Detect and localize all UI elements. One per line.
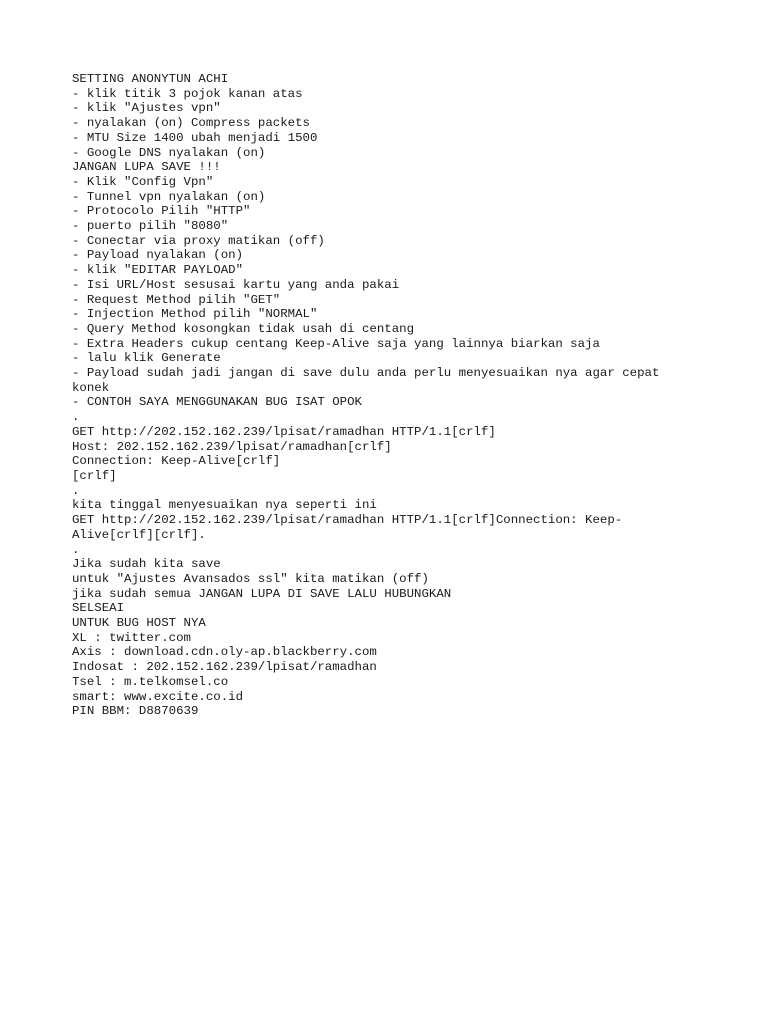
document-line: GET http://202.152.162.239/lpisat/ramadhan HTTP/1.1[crlf] [72, 424, 496, 439]
document-line: - puerto pilih "8080" [72, 219, 229, 234]
document-line: jika sudah semua JANGAN LUPA DI SAVE LALU HUBUNGKAN [72, 586, 452, 601]
document-line: - Isi URL/Host sesusai kartu yang anda pakai [72, 277, 400, 292]
document-line: GET http://202.152.162.239/lpisat/ramadhan HTTP/1.1[crlf]Connection: Keep- [72, 513, 623, 528]
document-line: - klik "Ajustes vpn" [72, 101, 221, 116]
document-line: Tsel : m.telkomsel.co [72, 674, 229, 689]
document-line: - Request Method pilih "GET" [72, 292, 281, 307]
document-line: - lalu klik Generate [72, 351, 221, 366]
document-line: - nyalakan (on) Compress packets [72, 116, 310, 131]
document-line: Connection: Keep-Alive[crlf] [72, 454, 281, 469]
document-line: - Google DNS nyalakan (on) [72, 145, 266, 160]
document-line: JANGAN LUPA SAVE !!! [72, 160, 221, 175]
document-line: - CONTOH SAYA MENGGUNAKAN BUG ISAT OPOK [72, 395, 362, 410]
document-line: konek [72, 380, 110, 395]
document-line: Indosat : 202.152.162.239/lpisat/ramadhan [72, 660, 377, 675]
document-line: - Extra Headers cukup centang Keep-Alive saja yang lainnya biarkan saja [72, 336, 600, 351]
document-body [72, 72, 692, 719]
document-line: smart: www.excite.co.id [72, 689, 244, 704]
document-line: - klik "EDITAR PAYLOAD" [72, 263, 244, 278]
document-line: XL : twitter.com [72, 630, 191, 645]
document-line: - Conectar via proxy matikan (off) [72, 233, 325, 248]
document-line: - Query Method kosongkan tidak usah di centang [72, 321, 415, 336]
document-line: kita tinggal menyesuaikan nya seperti ini [72, 498, 377, 513]
document-line: Jika sudah kita save [72, 557, 221, 572]
document-line: - Payload nyalakan (on) [72, 248, 244, 263]
document-line: SETTING ANONYTUN ACHI [72, 72, 229, 86]
document-line: . [72, 483, 80, 498]
document-line: . [72, 410, 80, 425]
document-line: - MTU Size 1400 ubah menjadi 1500 [72, 130, 318, 145]
document-line: - Injection Method pilih "NORMAL" [72, 307, 318, 322]
document-line: PIN BBM: D8870639 [72, 704, 199, 719]
document-line: Axis : download.cdn.oly-ap.blackberry.com [72, 645, 377, 660]
document-line: - Payload sudah jadi jangan di save dulu anda perlu menyesuaikan nya agar cepat [72, 366, 660, 381]
document-line: [crlf] [72, 468, 117, 483]
document-line: . [72, 542, 80, 557]
document-line: UNTUK BUG HOST NYA [72, 616, 206, 631]
document-line: SELSEAI [72, 601, 125, 616]
document-line: Host: 202.152.162.239/lpisat/ramadhan[crlf] [72, 439, 392, 454]
document-line: - Protocolo Pilih "HTTP" [72, 204, 251, 219]
document-line: - Tunnel vpn nyalakan (on) [72, 189, 266, 204]
document-line: untuk "Ajustes Avansados ssl" kita matikan (off) [72, 571, 429, 586]
document-line: - Klik "Config Vpn" [72, 174, 214, 189]
document-line: - klik titik 3 pojok kanan atas [72, 86, 303, 101]
document-line: Alive[crlf][crlf]. [72, 527, 206, 542]
